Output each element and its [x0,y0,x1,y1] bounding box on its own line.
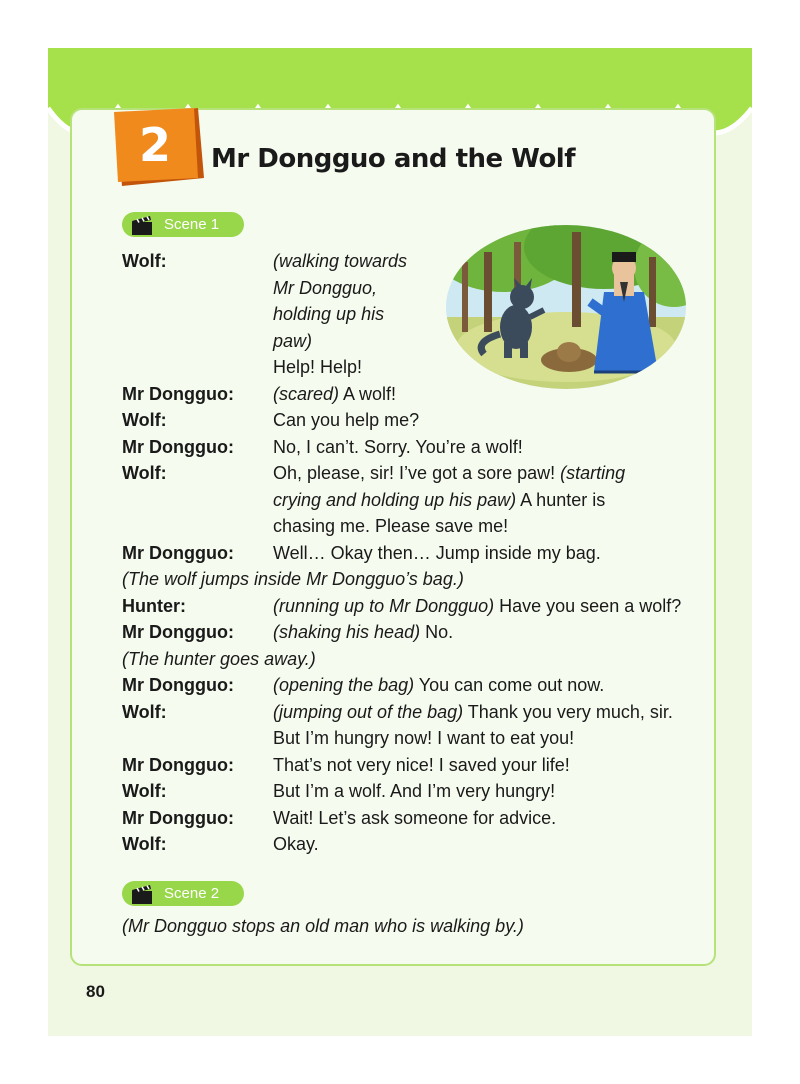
dialogue-text [273,699,722,726]
stage-direction: paw) [273,330,313,351]
speaker-name: Mr Dongguo: [122,622,234,642]
dialogue-text [273,513,722,540]
stage-direction: (running up to Mr Dongguo) [273,595,495,616]
dialogue-text [273,805,722,832]
script-line [122,248,722,275]
script-line [122,619,722,646]
script-line [122,540,722,567]
speaker-name: Mr Dongguo: [122,807,234,828]
dialogue-text [273,487,722,514]
script-line [122,513,722,540]
spoken-line: A wolf! [339,383,397,404]
stage-direction: (starting [560,463,626,483]
spoken-line: Oh, please, sir! I’ve got a sore paw! [273,463,561,483]
spoken-line: You can come out now. [414,675,605,695]
script-line [122,672,722,699]
script-line [122,381,722,408]
script-line [122,460,722,487]
dialogue-text [273,752,722,779]
scene-1-label: Scene 1 [164,216,220,233]
dialogue-text [273,593,722,620]
spoken-line: No. [420,622,454,642]
spoken-line: Thank you very much, sir. [463,701,673,722]
lesson-number: 2 [138,118,171,172]
script-line [122,487,722,514]
dialogue-text [273,301,722,328]
dialogue-text [273,778,722,805]
page-number: 80 [86,982,105,1001]
scene-2-label: Scene 2 [164,885,220,902]
dialogue-text [273,460,722,487]
dialogue-text [273,725,722,752]
stage-direction: (walking towards [273,251,408,271]
speaker-name: Wolf: [122,781,167,801]
scene-2-tag [122,881,244,906]
dialogue-text [273,831,722,858]
lesson-title: Mr Dongguo and the Wolf [211,144,576,174]
dialogue-text [273,540,722,567]
script-line [122,328,722,355]
script-dialogue [122,248,722,858]
script-line [122,752,722,779]
script-line [122,407,722,434]
speaker-name: Wolf: [122,251,167,271]
dialogue-text [273,434,722,461]
script-line [122,805,722,832]
script-line [122,354,722,381]
stage-direction: (The hunter goes away.) [122,648,316,669]
stage-direction: (Mr Dongguo stops an old man who is walking by.) [122,916,524,936]
script-line [122,566,722,593]
spoken-line: Help! Help! [273,357,363,377]
script-line [122,593,722,620]
speaker-name: Mr Dongguo: [122,754,234,775]
spoken-line: Well… Okay then… Jump inside my bag. [273,542,601,563]
script-line [122,725,722,752]
speaker-name: Mr Dongguo: [122,436,234,457]
spoken-line: But I’m a wolf. And I’m very hungry! [273,781,556,801]
spoken-line: chasing me. Please save me! [273,516,509,536]
dialogue-text [273,248,722,275]
speaker-name: Wolf: [122,410,167,430]
stage-direction: Mr Dongguo, [273,277,378,298]
dialogue-text [273,619,722,646]
script-line [122,778,722,805]
speaker-name: Wolf: [122,463,167,483]
spoken-line: Have you seen a wolf? [494,595,682,616]
dialogue-text [273,407,722,434]
script-line [122,301,722,328]
stage-direction: (shaking his head) [273,622,421,642]
speaker-name: Mr Dongguo: [122,383,234,404]
dialogue-text [273,381,722,408]
speaker-name: Wolf: [122,701,167,722]
script-line [122,699,722,726]
stage-direction: (scared) [273,383,340,404]
speaker-name: Wolf: [122,834,167,854]
speaker-name: Mr Dongguo: [122,675,234,695]
stage-direction: holding up his [273,304,385,324]
scene-1-tag [122,212,244,237]
script-line [122,434,722,461]
spoken-line: Wait! Let’s ask someone for advice. [273,807,557,828]
stage-direction: crying and holding up his paw) [273,489,517,510]
spoken-line: No, I can’t. Sorry. You’re a wolf! [273,436,523,457]
script-line [122,646,722,673]
clapperboard-icon [130,214,154,236]
stage-direction: (opening the bag) [273,675,415,695]
dialogue-text [273,354,722,381]
script-line [122,831,722,858]
spoken-line: A hunter is [516,489,606,510]
spoken-line: Can you help me? [273,410,420,430]
dialogue-text [273,672,722,699]
spoken-line: Okay. [273,834,319,854]
speaker-name: Hunter: [122,595,186,616]
dialogue-text [273,275,722,302]
spoken-line: But I’m hungry now! I want to eat you! [273,728,575,748]
stage-direction: (jumping out of the bag) [273,701,464,722]
spoken-line: That’s not very nice! I saved your life! [273,754,570,775]
stage-direction: (The wolf jumps inside Mr Dongguo’s bag.) [122,569,464,589]
script-line [122,275,722,302]
clapperboard-icon [130,883,154,905]
dialogue-text [273,328,722,355]
speaker-name: Mr Dongguo: [122,542,234,563]
